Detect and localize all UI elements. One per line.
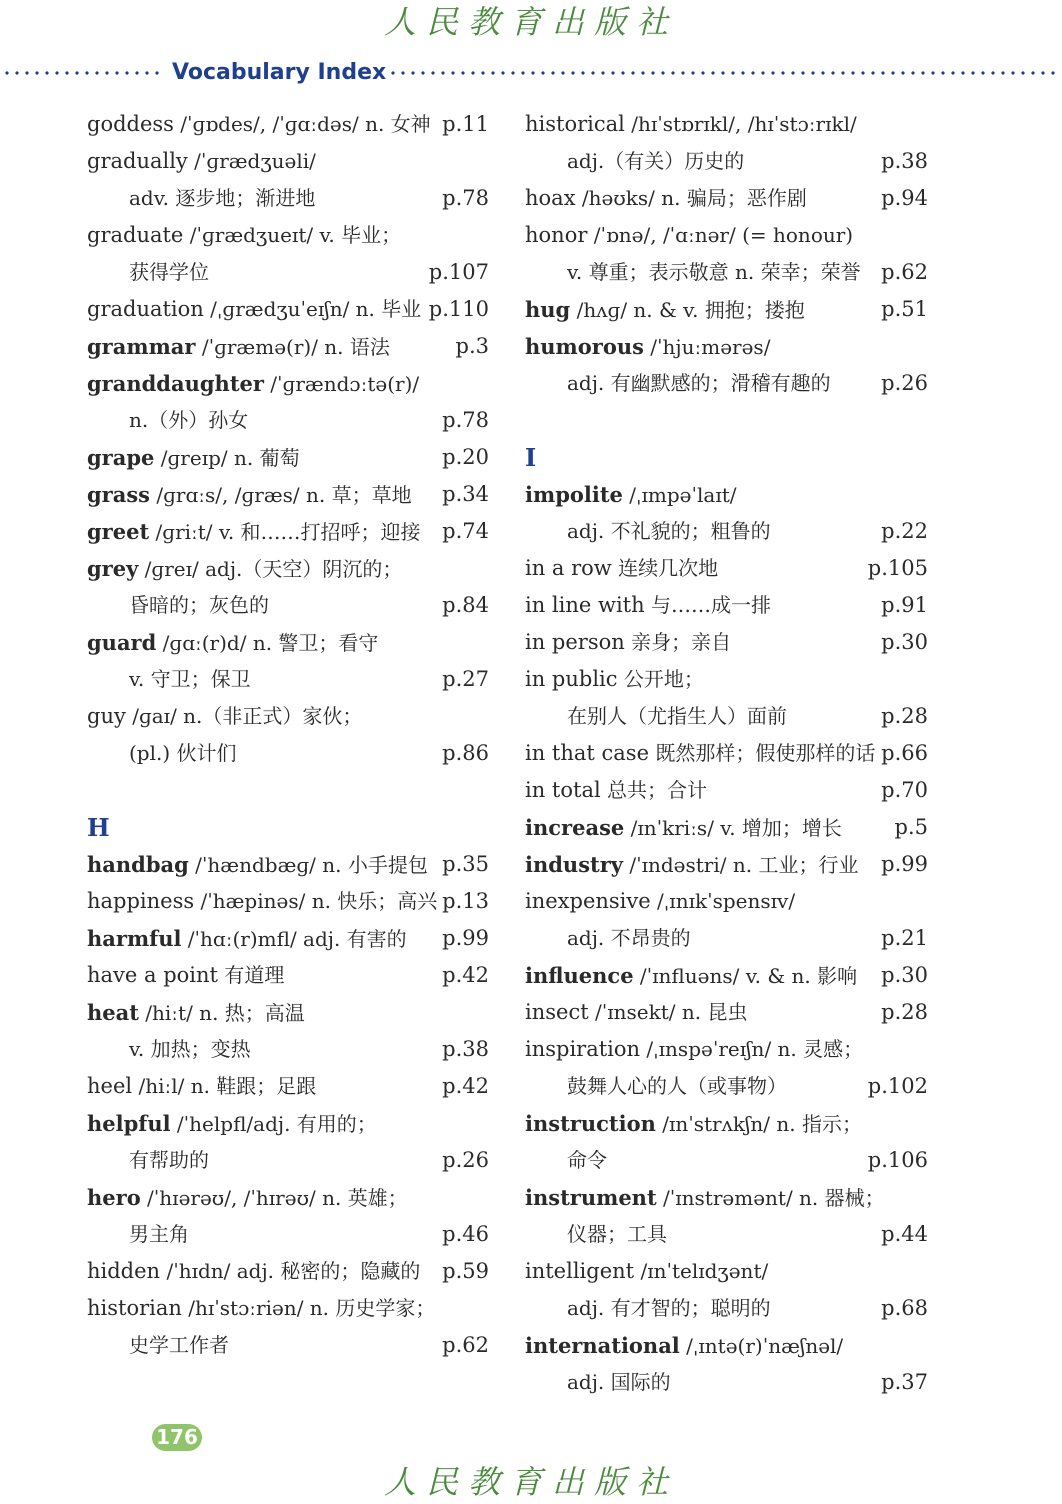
index-entry <box>87 106 489 143</box>
definition: 有道理 <box>217 963 285 987</box>
definition: /hɪˈstɔːriən/ n. 历史学家； <box>181 1296 436 1320</box>
page-reference: p.110 <box>428 297 489 321</box>
page-reference: p.26 <box>442 1148 489 1172</box>
headword: heel <box>87 1074 133 1098</box>
definition: 仪器；工具 <box>567 1222 667 1246</box>
header-dots-left <box>2 70 162 76</box>
headword: grape <box>87 445 155 470</box>
index-entry <box>525 735 928 772</box>
definition: /həʊks/ n. 骗局；恶作剧 <box>575 186 807 210</box>
headword: guy <box>87 704 126 728</box>
index-column-left <box>87 106 489 1364</box>
header-dots-right <box>388 70 1060 76</box>
index-entry <box>87 883 489 920</box>
definition: /ˌɪmpəˈlaɪt/ <box>622 483 737 507</box>
page-reference: p.68 <box>881 1296 928 1320</box>
index-title: Vocabulary Index <box>172 60 387 85</box>
definition: 男主角 <box>129 1222 189 1246</box>
headword: industry <box>525 852 623 877</box>
definition: /ˌɪnspəˈreɪʃn/ n. 灵感； <box>640 1037 864 1061</box>
definition: /hiːt/ n. 热；高温 <box>138 1001 305 1025</box>
page-reference: p.42 <box>442 963 489 987</box>
headword: greet <box>87 519 150 544</box>
headword: grass <box>87 482 150 507</box>
headword: gradually <box>87 149 188 173</box>
index-entry-continuation <box>525 254 928 291</box>
page-reference: p.59 <box>442 1259 489 1283</box>
definition: /ˈhɪdn/ adj. 秘密的；隐藏的 <box>160 1259 421 1283</box>
index-entry <box>525 180 928 217</box>
definition: 连续几次地 <box>611 556 719 580</box>
page-reference: p.34 <box>442 482 489 506</box>
index-entry <box>87 1179 489 1216</box>
page-reference: p.28 <box>881 704 928 728</box>
page-reference: p.27 <box>442 667 489 691</box>
definition: 既然那样；假使那样的话 <box>649 741 876 765</box>
definition: /ˈhɑː(r)mfl/ adj. 有害的 <box>181 927 407 951</box>
headword: harmful <box>87 926 182 951</box>
index-entry <box>525 550 928 587</box>
index-entry-continuation <box>87 735 489 772</box>
definition: /ˈɡrændɔːtə(r)/ <box>263 372 420 396</box>
headword: in person <box>525 630 625 654</box>
index-entry <box>525 217 928 254</box>
page-reference: p.13 <box>442 889 489 913</box>
index-entry <box>87 1253 489 1290</box>
definition: /ˌɡrædʒuˈeɪʃn/ n. 毕业 <box>203 297 422 321</box>
headword: impolite <box>525 482 623 507</box>
page-reference: p.5 <box>894 815 928 839</box>
page-reference: p.35 <box>442 852 489 876</box>
index-entry <box>525 291 928 328</box>
definition: /ˈɡræmə(r)/ n. 语法 <box>195 335 390 359</box>
page-reference: p.62 <box>881 260 928 284</box>
publisher-logo-top: 人民教育出版社 <box>383 3 678 41</box>
definition: /ɡrɑːs/, /ɡræs/ n. 草；草地 <box>150 483 412 507</box>
definition: 获得学位 <box>129 260 209 284</box>
definition: /ˈhændbæɡ/ n. 小手提包 <box>188 853 428 877</box>
index-entry-continuation <box>525 1142 928 1179</box>
index-entry-continuation <box>525 1068 928 1105</box>
headword: historical <box>525 112 625 136</box>
index-entry <box>525 328 928 365</box>
definition: v. 尊重；表示敬意 n. 荣幸；荣誉 <box>567 260 861 284</box>
page-reference: p.106 <box>867 1148 928 1172</box>
definition: v. 守卫；保卫 <box>129 667 251 691</box>
index-entry <box>525 772 928 809</box>
section-spacer <box>87 772 489 809</box>
page-reference: p.3 <box>455 334 489 358</box>
headword: heat <box>87 1000 139 1025</box>
headword: granddaughter <box>87 371 264 396</box>
definition: adj. 有才智的；聪明的 <box>567 1296 771 1320</box>
headword: hero <box>87 1185 141 1210</box>
definition: adj. 有幽默感的；滑稽有趣的 <box>567 371 831 395</box>
definition: /ˌɪnɪkˈspensɪv/ <box>650 889 796 913</box>
page-reference: p.66 <box>881 741 928 765</box>
definition: adj. 不礼貌的；粗鲁的 <box>567 519 771 543</box>
page-reference: p.74 <box>442 519 489 543</box>
headword: instruction <box>525 1111 656 1136</box>
definition: /ɪnˈkriːs/ v. 增加；增长 <box>624 816 842 840</box>
definition: 昏暗的；灰色的 <box>129 593 269 617</box>
index-entry <box>525 476 928 513</box>
page-reference: p.38 <box>881 149 928 173</box>
definition: adv. 逐步地；渐进地 <box>129 186 316 210</box>
headword: graduation <box>87 297 204 321</box>
definition: /ˌɪntə(r)ˈnæʃnəl/ <box>679 1334 844 1358</box>
index-entry <box>525 957 928 994</box>
page-reference: p.28 <box>881 1000 928 1024</box>
definition: /ɡaɪ/ n.（非正式）家伙； <box>125 704 363 728</box>
index-entry <box>525 587 928 624</box>
index-entry <box>525 1327 928 1364</box>
index-entry <box>525 1179 928 1216</box>
headword: increase <box>525 815 625 840</box>
definition: /hiːl/ n. 鞋跟；足跟 <box>132 1074 317 1098</box>
headword: honor <box>525 223 588 247</box>
headword: inspiration <box>525 1037 641 1061</box>
headword: hug <box>525 297 571 322</box>
index-entry <box>87 920 489 957</box>
headword: in a row <box>525 556 612 580</box>
page-reference: p.99 <box>442 926 489 950</box>
page-reference: p.105 <box>867 556 928 580</box>
index-entry-continuation <box>87 402 489 439</box>
index-entry-continuation <box>87 254 489 291</box>
definition: 有帮助的 <box>129 1148 209 1172</box>
definition: adj. 国际的 <box>567 1370 671 1394</box>
definition: 总共；合计 <box>600 778 708 802</box>
page-reference: p.78 <box>442 408 489 432</box>
page-reference: p.42 <box>442 1074 489 1098</box>
headword: helpful <box>87 1111 171 1136</box>
definition: 公开地； <box>617 667 704 691</box>
page-reference: p.30 <box>881 630 928 654</box>
index-entry <box>525 1105 928 1142</box>
page-reference: p.94 <box>881 186 928 210</box>
definition: /hʌɡ/ n. & v. 拥抱；搂抱 <box>570 298 805 322</box>
headword: in line with <box>525 593 645 617</box>
index-entry <box>87 994 489 1031</box>
index-entry-continuation <box>525 143 928 180</box>
index-entry <box>525 1031 928 1068</box>
headword: happiness <box>87 889 195 913</box>
index-entry-continuation <box>87 587 489 624</box>
definition: /ɡriːt/ v. 和……打招呼；迎接 <box>149 520 421 544</box>
headword: have a point <box>87 963 218 987</box>
index-entry-continuation <box>87 1327 489 1364</box>
page-number-badge: 176 <box>152 1424 202 1451</box>
definition: v. 加热；变热 <box>129 1037 251 1061</box>
index-column-right <box>525 106 928 1401</box>
index-entry-continuation <box>87 1216 489 1253</box>
definition: adj.（有关）历史的 <box>567 149 745 173</box>
headword: insect <box>525 1000 589 1024</box>
page-reference: p.84 <box>442 593 489 617</box>
page-reference: p.11 <box>442 112 489 136</box>
definition: /ɪnˈstrʌkʃn/ n. 指示； <box>655 1112 862 1136</box>
page-reference: p.37 <box>881 1370 928 1394</box>
index-entry-continuation <box>87 180 489 217</box>
index-entry <box>87 291 489 328</box>
index-entry-continuation <box>525 1290 928 1327</box>
headword: inexpensive <box>525 889 651 913</box>
headword: historian <box>87 1296 182 1320</box>
headword: influence <box>525 963 634 988</box>
page-reference: p.22 <box>881 519 928 543</box>
headword: intelligent <box>525 1259 635 1283</box>
definition: /ˈɪnfluəns/ v. & n. 影响 <box>633 964 858 988</box>
definition: 在别人（尤指生人）面前 <box>567 704 787 728</box>
definition: /ˈɪnstrəmənt/ n. 器械； <box>656 1186 885 1210</box>
headword: hidden <box>87 1259 161 1283</box>
definition: /ɡɑː(r)d/ n. 警卫；看守 <box>156 631 379 655</box>
index-entry <box>525 994 928 1031</box>
definition: /ˈɡrædʒueɪt/ v. 毕业； <box>183 223 402 247</box>
definition: /ˈhelpfl/adj. 有用的； <box>170 1112 377 1136</box>
headword: hoax <box>525 186 576 210</box>
headword: in that case <box>525 741 650 765</box>
page-reference: p.86 <box>442 741 489 765</box>
index-entry-continuation <box>87 661 489 698</box>
index-entry <box>525 809 928 846</box>
definition: /ˈhæpinəs/ n. 快乐；高兴 <box>194 889 438 913</box>
index-header <box>0 58 1062 88</box>
definition: /ˈɒnə/, /ˈɑːnər/ (= honour) <box>587 223 854 247</box>
page-reference: p.38 <box>442 1037 489 1061</box>
page-reference: p.21 <box>881 926 928 950</box>
index-entry <box>87 1068 489 1105</box>
index-entry <box>87 1290 489 1327</box>
index-entry-continuation <box>525 365 928 402</box>
headword: grey <box>87 556 139 581</box>
definition: /ˈɡɒdes/, /ˈɡɑːdəs/ n. 女神 <box>173 112 431 136</box>
headword: handbag <box>87 852 189 877</box>
index-entry <box>87 550 489 587</box>
index-entry-continuation <box>87 1031 489 1068</box>
definition: 鼓舞人心的人（或事物） <box>567 1074 787 1098</box>
index-entry <box>87 957 489 994</box>
definition: /ˈhjuːmərəs/ <box>643 335 771 359</box>
section-letter: I <box>525 443 537 472</box>
definition: 与……成一排 <box>644 593 771 617</box>
index-entry-continuation <box>525 513 928 550</box>
definition: /ɡreɪ/ adj.（天空）阴沉的； <box>138 557 403 581</box>
section-letter: H <box>87 813 110 842</box>
definition: /ˈɡrædʒuəli/ <box>187 149 316 173</box>
headword: instrument <box>525 1185 657 1210</box>
definition: adj. 不昂贵的 <box>567 926 691 950</box>
definition: 史学工作者 <box>129 1333 229 1357</box>
index-entry <box>87 217 489 254</box>
definition: /hɪˈstɒrɪkl/, /hɪˈstɔːrɪkl/ <box>624 112 857 136</box>
definition: /ˈɪndəstri/ n. 工业；行业 <box>623 853 859 877</box>
index-entry-continuation <box>525 920 928 957</box>
definition: /ɡreɪp/ n. 葡萄 <box>154 446 300 470</box>
index-entry-continuation <box>525 1364 928 1401</box>
page-reference: p.51 <box>881 297 928 321</box>
index-entry <box>525 1253 928 1290</box>
index-entry-continuation <box>525 698 928 735</box>
page-reference: p.30 <box>881 963 928 987</box>
page-reference: p.26 <box>881 371 928 395</box>
headword: in public <box>525 667 618 691</box>
index-entry <box>87 476 489 513</box>
index-entry <box>87 1105 489 1142</box>
headword: international <box>525 1333 680 1358</box>
index-entry <box>525 106 928 143</box>
headword: graduate <box>87 223 184 247</box>
headword: guard <box>87 630 157 655</box>
index-entry <box>525 624 928 661</box>
page-reference: p.46 <box>442 1222 489 1246</box>
page-reference: p.102 <box>867 1074 928 1098</box>
headword: humorous <box>525 334 644 359</box>
index-entry <box>87 328 489 365</box>
index-entry <box>87 143 489 180</box>
page-reference: p.91 <box>881 593 928 617</box>
definition: /ɪnˈtelɪdʒənt/ <box>634 1259 769 1283</box>
index-entry-continuation <box>87 1142 489 1179</box>
publisher-logo-bottom: 人民教育出版社 <box>383 1463 678 1501</box>
definition: /ˈhɪərəʊ/, /ˈhɪrəʊ/ n. 英雄； <box>140 1186 408 1210</box>
index-entry <box>87 513 489 550</box>
headword: goddess <box>87 112 174 136</box>
definition: 命令 <box>567 1148 607 1172</box>
definition: (pl.) 伙计们 <box>129 741 237 765</box>
index-entry <box>87 365 489 402</box>
index-entry <box>525 661 928 698</box>
page-reference: p.20 <box>442 445 489 469</box>
page-reference: p.107 <box>428 260 489 284</box>
index-entry <box>525 883 928 920</box>
index-entry-continuation <box>525 1216 928 1253</box>
page-reference: p.44 <box>881 1222 928 1246</box>
section-spacer <box>525 402 928 439</box>
definition: 亲身；亲自 <box>624 630 732 654</box>
definition: /ˈɪnsekt/ n. 昆虫 <box>588 1000 748 1024</box>
index-entry <box>87 846 489 883</box>
index-entry <box>525 846 928 883</box>
headword: grammar <box>87 334 196 359</box>
page-reference: p.62 <box>442 1333 489 1357</box>
page-reference: p.78 <box>442 186 489 210</box>
definition: n.（外）孙女 <box>129 408 249 432</box>
index-entry <box>87 698 489 735</box>
page-reference: p.70 <box>881 778 928 802</box>
page-reference: p.99 <box>881 852 928 876</box>
index-entry <box>87 624 489 661</box>
index-entry <box>87 439 489 476</box>
headword: in total <box>525 778 601 802</box>
